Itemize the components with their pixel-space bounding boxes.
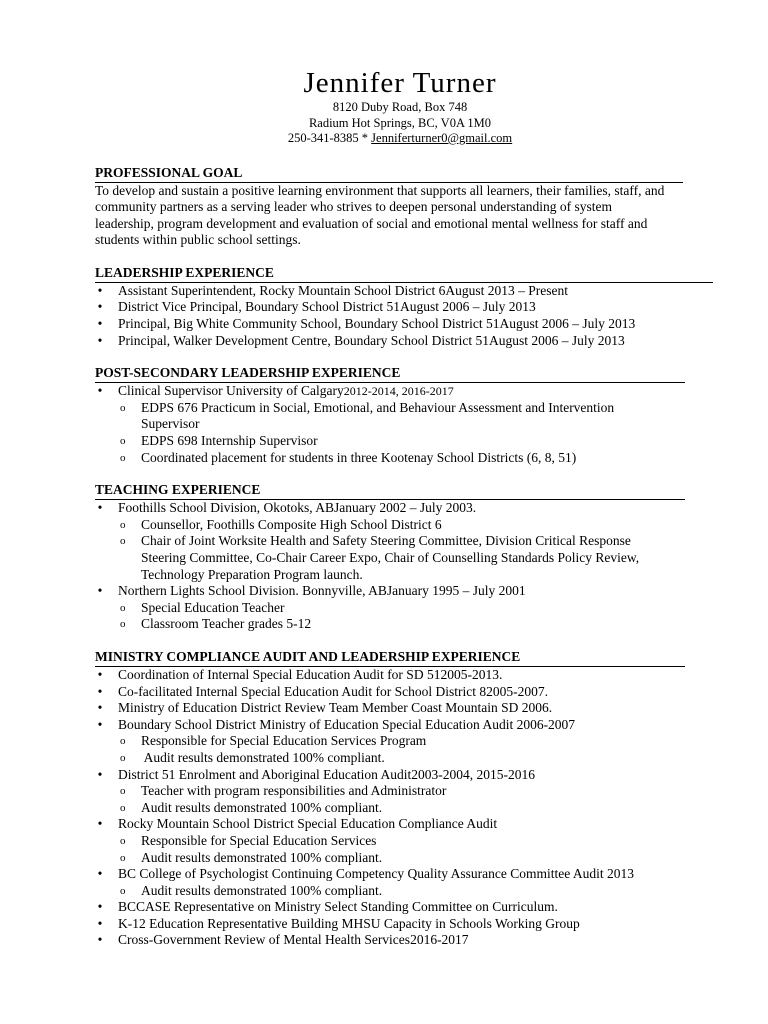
bullet-icon: • [97,932,103,948]
list-item [95,333,715,350]
sub-item-text: Audit results demonstrated 100% compliant. [141,882,383,898]
bullet-icon: • [97,500,103,516]
sub-item [95,433,715,450]
sub-item [95,616,715,633]
sub-item-text: Audit results demonstrated 100% compliant. [141,749,385,765]
sub-item [95,733,715,750]
item-text: Rocky Mountain School District Special Education Compliance Audit [118,816,498,832]
item-date: August 2013 – Present [445,282,568,298]
sub-item [95,750,715,767]
item-date: August 2006 – July 2013 [499,316,636,332]
sub-list [95,783,715,816]
item-text: Co-facilitated Internal Special Education Audit for School District 8 [118,683,487,699]
item-date: January 2002 – July 2003. [334,500,477,516]
sub-item-text: Technology Preparation Program launch. [141,566,363,582]
item-text: BCCASE Representative on Ministry Select Standing Committee on Curriculum. [118,899,558,915]
item-text: District Vice Principal, Boundary School District 51 [118,299,401,315]
sub-item [95,450,715,467]
sub-bullet-icon: o [120,884,126,897]
sub-item-text: Responsible for Special Education Services Program [141,733,427,749]
section-heading: POST-SECONDARY LEADERSHIP EXPERIENCE [95,365,685,383]
bullet-icon: • [97,299,103,315]
goal-line: community partners as a serving leader who strives to deepen personal understanding of system [95,199,612,215]
section-heading: PROFESSIONAL GOAL [95,165,683,183]
sub-item-text: Coordinated placement for students in three Kootenay School Districts (6, 8, 51) [141,449,577,465]
sub-item-text: EDPS 698 Internship Supervisor [141,433,318,449]
phone: 250-341-8385 * [287,131,369,145]
sub-bullet-icon: o [120,834,126,847]
contact-block [85,100,715,147]
sub-item [95,517,715,534]
item-text: Ministry of Education District Review Team Member Coast Mountain SD 2006. [118,700,553,716]
section-post-secondary [95,365,715,466]
sub-item [95,883,715,900]
sub-bullet-icon: o [120,535,126,548]
item-text: Principal, Big White Community School, Boundary School District 51 [118,316,500,332]
item-date: 2005-2007. [486,683,549,699]
sub-list [95,733,715,766]
sub-bullet-icon: o [120,401,126,414]
sub-item [95,783,715,800]
sub-item [95,533,715,583]
bullet-icon: • [97,915,103,931]
list-item [95,667,715,684]
item-date: January 1995 – July 2001 [386,583,526,599]
list-item [95,932,715,949]
item-date: 2016-2017 [410,932,469,948]
sub-item-text: Chair of Joint Worksite Health and Safety Steering Committee, Division Critical Response [141,533,631,549]
sub-bullet-icon: o [120,618,126,631]
item-text: Principal, Walker Development Centre, Boundary School District 51 [118,332,489,348]
list-item [95,700,715,717]
sub-bullet-icon: o [120,785,126,798]
section-leadership [95,265,715,349]
sub-bullet-icon: o [120,735,126,748]
list-item [95,283,715,300]
bullet-icon: • [97,683,103,699]
sub-item-text: Responsible for Special Education Services [141,832,377,848]
goal-paragraph [95,183,685,249]
section-heading: TEACHING EXPERIENCE [95,482,685,500]
section-professional-goal [95,165,715,249]
item-text: Northern Lights School Division. Bonnyville, AB [118,583,387,599]
bullet-icon: • [97,716,103,732]
item-text: BC College of Psychologist Continuing Competency Quality Assurance Committee Audit 2013 [118,866,634,882]
sub-item [95,833,715,850]
sub-list [95,600,715,633]
sub-bullet-icon: o [120,435,126,448]
item-date: 2005-2013. [440,666,503,682]
bullet-icon: • [97,332,103,348]
sub-item-text: Classroom Teacher grades 5-12 [141,616,312,632]
sub-item-text: Steering Committee, Co-Chair Career Expo, Chair of Counselling Standards Policy Review, [141,550,640,565]
section-heading: LEADERSHIP EXPERIENCE [95,265,713,283]
sub-list [95,833,715,866]
list-item [95,717,715,767]
item-text: Cross-Government Review of Mental Health Services [118,932,411,948]
sub-bullet-icon: o [120,751,126,764]
list-item [95,684,715,701]
leadership-list [95,283,715,349]
item-text: Clinical Supervisor University of Calgary [118,383,344,399]
sub-item-text: Audit results demonstrated 100% compliant. [141,799,383,815]
section-ministry [95,649,715,949]
post-secondary-list [95,383,715,466]
sub-bullet-icon: o [120,851,126,864]
list-item [95,899,715,916]
sub-item-text: Special Education Teacher [141,599,285,615]
ministry-list [95,667,715,949]
list-item [95,500,715,583]
list-item [95,383,715,466]
bullet-icon: • [97,583,103,599]
goal-line: students within public school settings. [95,232,301,248]
address-line-2: Radium Hot Springs, BC, V0A 1M0 [308,115,492,130]
resume-page [95,66,715,949]
goal-line: leadership, program development and evaluation of social and emotional mental wellness for staff and [95,215,648,231]
sub-bullet-icon: o [120,451,126,464]
item-date: August 2006 – July 2013 [488,332,625,348]
bullet-icon: • [97,383,103,399]
teaching-list [95,500,715,633]
item-date: August 2006 – July 2013 [400,299,536,315]
item-text: Foothills School Division, Okotoks, AB [118,500,335,516]
address-line-1: 8120 Duby Road, Box 748 [332,100,468,114]
bullet-icon: • [97,766,103,782]
sub-item [95,600,715,617]
email-link[interactable]: Jenniferturner0@gmail.com [371,131,513,145]
phone-email-line [85,131,715,147]
bullet-icon: • [97,282,103,298]
item-text: Boundary School District Ministry of Education Special Education Audit 2006-2007 [118,716,576,732]
bullet-icon: • [97,666,103,682]
sub-list [95,400,715,466]
section-teaching [95,482,715,633]
sub-item-text: Supervisor [141,416,200,432]
list-item [95,866,715,899]
list-item [95,316,715,333]
sub-item-text: Counsellor, Foothills Composite High School District 6 [141,516,442,532]
list-item [95,299,715,316]
item-date: 2012-2014, 2016-2017 [343,384,454,399]
sub-item-text: Audit results demonstrated 100% compliant. [141,849,383,865]
list-item [95,583,715,633]
bullet-icon: • [97,866,103,882]
bullet-icon: • [97,700,103,716]
list-item [95,916,715,933]
item-text: Coordination of Internal Special Education Audit for SD 51 [118,666,441,682]
sub-item [95,400,715,433]
list-item [95,767,715,817]
sub-list [95,517,715,583]
sub-bullet-icon: o [120,801,126,814]
bullet-icon: • [97,816,103,832]
item-text: Assistant Superintendent, Rocky Mountain School District 6 [118,282,446,298]
sub-bullet-icon: o [120,518,126,531]
sub-item-text: Teacher with program responsibilities and Administrator [141,783,447,799]
bullet-icon: • [97,316,103,332]
item-text: K-12 Education Representative Building MHSU Capacity in Schools Working Group [118,915,580,931]
sub-item [95,800,715,817]
sub-item-text: EDPS 676 Practicum in Social, Emotional, and Behaviour Assessment and Intervention [141,399,615,415]
candidate-name: Jennifer Turner [303,67,497,99]
section-heading: MINISTRY COMPLIANCE AUDIT AND LEADERSHIP EXPERIENCE [95,649,685,667]
item-text: District 51 Enrolment and Aboriginal Education Audit [118,766,412,782]
sub-item [95,850,715,867]
item-date: 2003-2004, 2015-2016 [411,766,535,782]
sub-list [95,883,715,900]
list-item [95,816,715,866]
sub-bullet-icon: o [120,601,126,614]
bullet-icon: • [97,899,103,915]
goal-line: To develop and sustain a positive learning environment that supports all learners, their families, staff, and [95,182,665,198]
